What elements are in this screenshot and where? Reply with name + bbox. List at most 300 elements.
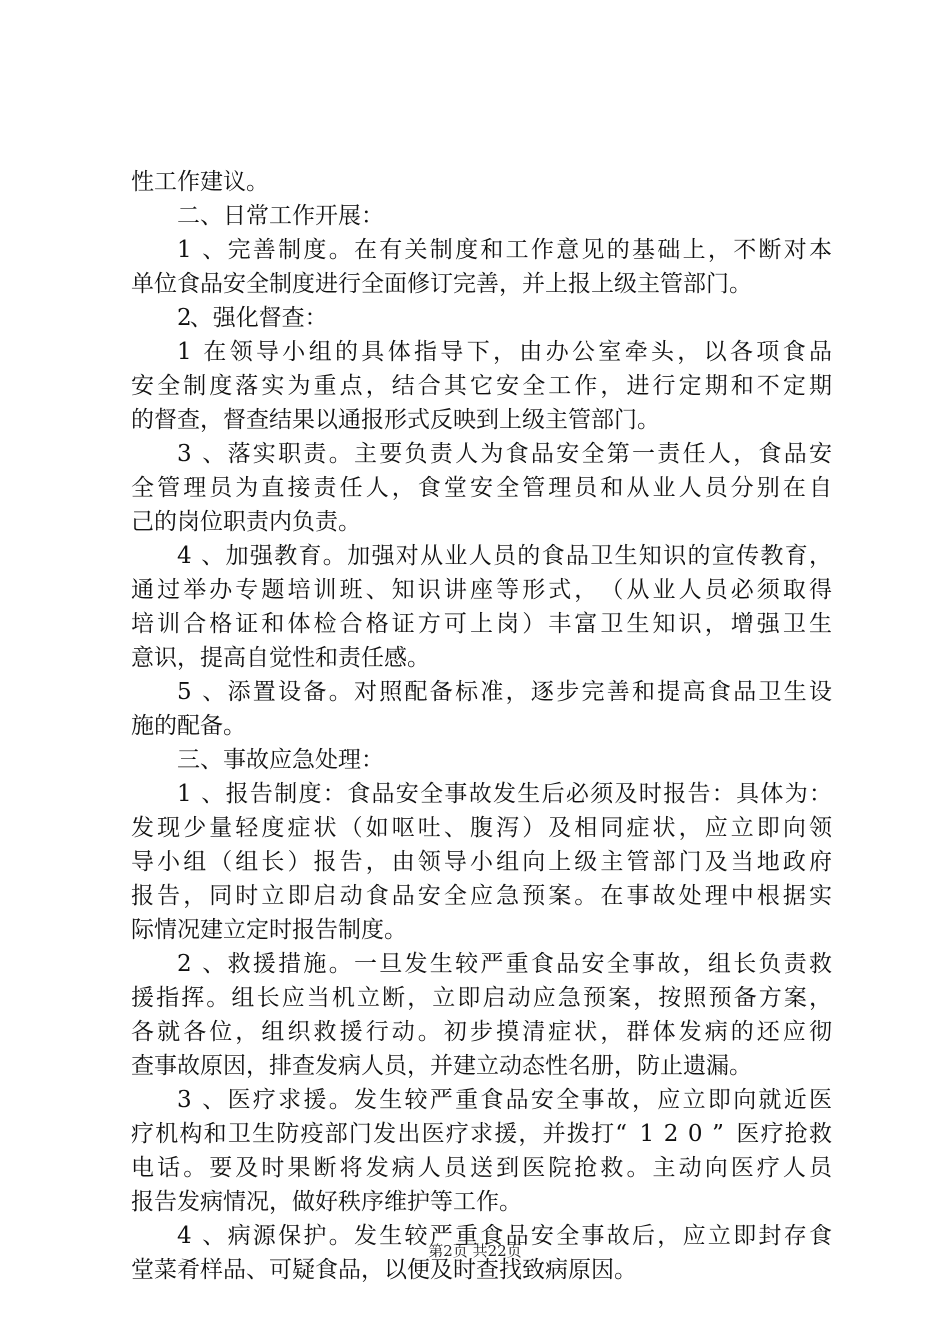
glyph: 关 bbox=[404, 237, 428, 263]
glyph: 生 bbox=[252, 1121, 276, 1147]
glyph: 故 bbox=[652, 883, 676, 909]
glyph: 原 bbox=[568, 1257, 591, 1283]
glyph: 较 bbox=[455, 951, 479, 977]
glyph: 必 bbox=[565, 781, 589, 807]
glyph: 办 bbox=[209, 577, 233, 603]
glyph: 和 bbox=[203, 1121, 227, 1147]
glyph: ） bbox=[287, 849, 311, 875]
glyph: 。 bbox=[328, 441, 352, 467]
glyph: 专 bbox=[235, 577, 259, 603]
glyph: 。 bbox=[637, 407, 660, 433]
glyph: 备 bbox=[733, 985, 757, 1011]
glyph: 抢 bbox=[784, 1121, 808, 1147]
glyph: 根 bbox=[756, 883, 780, 909]
glyph: 安 bbox=[530, 1223, 554, 1249]
glyph: 的 bbox=[154, 509, 177, 535]
glyph: 行 bbox=[652, 373, 676, 399]
glyph: 动 bbox=[678, 1155, 702, 1181]
glyph: 负 bbox=[758, 951, 782, 977]
glyph: 查 bbox=[131, 1053, 154, 1079]
glyph: 并 bbox=[522, 271, 545, 297]
glyph: 立 bbox=[682, 1087, 706, 1113]
glyph: （ bbox=[209, 849, 233, 875]
glyph: 及 bbox=[548, 815, 572, 841]
glyph: 建 bbox=[200, 169, 223, 195]
glyph: 教 bbox=[274, 543, 298, 569]
glyph: 在 bbox=[600, 883, 624, 909]
glyph: 理 bbox=[338, 747, 361, 773]
glyph: 各 bbox=[183, 1019, 207, 1045]
glyph: 品 bbox=[565, 543, 589, 569]
glyph: 电 bbox=[131, 1155, 154, 1181]
glyph: 医 bbox=[809, 1087, 832, 1113]
glyph: 启 bbox=[482, 985, 506, 1011]
glyph: 报 bbox=[313, 849, 337, 875]
glyph: 组 bbox=[235, 849, 259, 875]
glyph: 向 bbox=[733, 1087, 757, 1113]
glyph: 日 bbox=[223, 203, 246, 229]
glyph: 安 bbox=[417, 883, 441, 909]
glyph: 的 bbox=[131, 407, 154, 433]
glyph: 门 bbox=[614, 407, 637, 433]
glyph: 告 bbox=[157, 883, 181, 909]
glyph: 源 bbox=[252, 1223, 276, 1249]
glyph: 彻 bbox=[809, 1019, 832, 1045]
glyph: 配 bbox=[404, 679, 428, 705]
glyph: 存 bbox=[783, 1223, 807, 1249]
glyph: 救 bbox=[313, 1019, 337, 1045]
text-line bbox=[0, 981, 950, 1015]
glyph: 。 bbox=[328, 237, 352, 263]
glyph: 食 bbox=[707, 679, 731, 705]
glyph: 现 bbox=[157, 815, 181, 841]
glyph: 在 bbox=[354, 237, 377, 263]
glyph: 合 bbox=[417, 373, 441, 399]
text-line bbox=[0, 369, 950, 403]
glyph: 为 bbox=[784, 781, 808, 807]
glyph: 漏 bbox=[706, 1053, 729, 1079]
glyph: 员 bbox=[574, 475, 598, 501]
glyph: 作 bbox=[574, 373, 598, 399]
glyph: 结 bbox=[269, 407, 292, 433]
text-line bbox=[0, 1049, 950, 1083]
glyph: 富 bbox=[574, 611, 598, 637]
glyph: 拨 bbox=[566, 1121, 590, 1147]
glyph: 从 bbox=[626, 475, 650, 501]
glyph: 知 bbox=[391, 577, 415, 603]
glyph: 督 bbox=[258, 305, 282, 331]
glyph: 任 bbox=[361, 645, 384, 671]
glyph: 疗 bbox=[131, 1121, 154, 1147]
glyph: 小 bbox=[282, 339, 306, 365]
glyph: 和 bbox=[315, 645, 338, 671]
text-line bbox=[0, 505, 950, 539]
glyph: 、 bbox=[443, 815, 467, 841]
glyph: 理 bbox=[183, 475, 207, 501]
glyph: 卫 bbox=[758, 679, 782, 705]
glyph: 设 bbox=[278, 679, 302, 705]
glyph: 援 bbox=[252, 951, 276, 977]
glyph: 体 bbox=[760, 781, 784, 807]
glyph: 应 bbox=[782, 1019, 806, 1045]
glyph: 医 bbox=[421, 1121, 445, 1147]
glyph: 援 bbox=[339, 1019, 363, 1045]
glyph: 具 bbox=[361, 339, 385, 365]
glyph: 初 bbox=[443, 1019, 467, 1045]
glyph: 室 bbox=[598, 339, 622, 365]
glyph: 宣 bbox=[711, 543, 735, 569]
glyph: 管 bbox=[157, 475, 181, 501]
glyph: 立 bbox=[707, 1223, 731, 1249]
glyph: 护 bbox=[303, 1223, 327, 1249]
glyph: 度 bbox=[298, 781, 322, 807]
glyph: 出 bbox=[397, 1121, 421, 1147]
glyph: 制 bbox=[338, 917, 361, 943]
glyph: 安 bbox=[556, 441, 580, 467]
glyph: ： bbox=[322, 781, 346, 807]
glyph: 品 bbox=[505, 1223, 529, 1249]
glyph: 工 bbox=[269, 203, 292, 229]
glyph: 从 bbox=[420, 543, 444, 569]
glyph: 三 bbox=[177, 747, 200, 773]
glyph: 负 bbox=[292, 509, 315, 535]
glyph: 识 bbox=[678, 611, 702, 637]
glyph: 应 bbox=[281, 985, 305, 1011]
glyph: 相 bbox=[574, 815, 598, 841]
glyph: 人 bbox=[707, 441, 731, 467]
glyph: 二 bbox=[177, 203, 200, 229]
glyph: 断 bbox=[313, 1155, 337, 1181]
glyph: 强 bbox=[371, 543, 395, 569]
glyph: 对 bbox=[354, 679, 377, 705]
glyph: 教 bbox=[760, 543, 784, 569]
glyph: 全 bbox=[420, 781, 444, 807]
glyph: 报 bbox=[361, 407, 384, 433]
text-line bbox=[0, 1151, 950, 1185]
glyph: 级 bbox=[522, 407, 545, 433]
glyph: 状 bbox=[313, 815, 337, 841]
glyph: 领 bbox=[417, 849, 441, 875]
glyph: 反 bbox=[430, 407, 453, 433]
glyph: 作 bbox=[292, 203, 315, 229]
glyph: 食 bbox=[782, 339, 806, 365]
glyph: 预 bbox=[708, 985, 732, 1011]
glyph: 员 bbox=[704, 577, 728, 603]
glyph: 食 bbox=[417, 475, 441, 501]
glyph: 、 bbox=[202, 1223, 226, 1249]
glyph: 行 bbox=[338, 271, 361, 297]
glyph: 。 bbox=[574, 883, 598, 909]
glyph: 病 bbox=[227, 1223, 251, 1249]
glyph: 求 bbox=[278, 1087, 302, 1113]
glyph: 食 bbox=[541, 543, 565, 569]
glyph: 取 bbox=[782, 577, 806, 603]
glyph: 情 bbox=[223, 1189, 246, 1215]
glyph: 食 bbox=[530, 951, 554, 977]
glyph: 便 bbox=[407, 1257, 430, 1283]
glyph: 即 bbox=[733, 1223, 757, 1249]
glyph: 向 bbox=[782, 815, 806, 841]
text-line bbox=[0, 335, 950, 369]
glyph: 抢 bbox=[574, 1155, 598, 1181]
glyph: 方 bbox=[758, 985, 782, 1011]
glyph: 高 bbox=[223, 645, 246, 671]
glyph: 度 bbox=[361, 917, 384, 943]
glyph: 1 bbox=[177, 237, 192, 263]
glyph: 食 bbox=[505, 441, 529, 467]
glyph: 人 bbox=[361, 1053, 384, 1079]
glyph: 体 bbox=[287, 611, 311, 637]
glyph: 食 bbox=[480, 1087, 504, 1113]
glyph: 须 bbox=[756, 577, 780, 603]
text-line bbox=[0, 675, 950, 709]
glyph: 查 bbox=[177, 407, 200, 433]
glyph: ， bbox=[633, 985, 657, 1011]
glyph: 长 bbox=[256, 985, 280, 1011]
glyph: 挥 bbox=[181, 985, 205, 1011]
glyph: 负 bbox=[404, 441, 428, 467]
glyph: 全 bbox=[246, 271, 269, 297]
glyph: 识 bbox=[417, 577, 441, 603]
glyph: 牵 bbox=[624, 339, 648, 365]
glyph: 可 bbox=[269, 1257, 292, 1283]
glyph: 即 bbox=[287, 883, 311, 909]
glyph: ， bbox=[361, 1257, 384, 1283]
glyph: 制 bbox=[269, 271, 292, 297]
glyph: 级 bbox=[574, 849, 598, 875]
glyph: 人 bbox=[455, 441, 479, 467]
glyph: 在 bbox=[203, 339, 227, 365]
glyph: 时 bbox=[235, 883, 259, 909]
glyph: 及 bbox=[704, 849, 728, 875]
glyph: 府 bbox=[809, 849, 832, 875]
glyph: 况 bbox=[177, 917, 200, 943]
glyph: 内 bbox=[269, 509, 292, 535]
glyph: 其 bbox=[443, 373, 467, 399]
glyph: 得 bbox=[809, 577, 832, 603]
text-line bbox=[0, 641, 950, 675]
glyph: 落 bbox=[235, 373, 259, 399]
glyph: 秩 bbox=[338, 1189, 361, 1215]
glyph: 救 bbox=[809, 1121, 832, 1147]
glyph: 职 bbox=[223, 509, 246, 535]
glyph: ， bbox=[493, 339, 516, 365]
glyph: 据 bbox=[782, 883, 806, 909]
glyph: 食 bbox=[347, 781, 371, 807]
glyph: 向 bbox=[704, 1155, 728, 1181]
glyph: 增 bbox=[730, 611, 754, 637]
glyph: 安 bbox=[131, 373, 154, 399]
glyph: 册 bbox=[591, 1053, 614, 1079]
glyph: 。 bbox=[206, 985, 230, 1011]
glyph: 就 bbox=[758, 1087, 782, 1113]
glyph: 意 bbox=[131, 645, 154, 671]
glyph: 疫 bbox=[300, 1121, 324, 1147]
glyph: 格 bbox=[365, 611, 389, 637]
glyph: 话 bbox=[157, 1155, 181, 1181]
glyph: 事 bbox=[632, 951, 655, 977]
glyph: 、 bbox=[202, 237, 226, 263]
glyph: 。 bbox=[384, 917, 407, 943]
glyph: 案 bbox=[783, 985, 807, 1011]
glyph: 就 bbox=[157, 1019, 181, 1045]
glyph: 品 bbox=[338, 1257, 361, 1283]
glyph: 症 bbox=[626, 815, 650, 841]
glyph: ： bbox=[361, 747, 384, 773]
glyph: 善 bbox=[476, 271, 499, 297]
glyph: 高 bbox=[682, 679, 706, 705]
glyph: 告 bbox=[687, 781, 711, 807]
glyph: 组 bbox=[183, 849, 207, 875]
glyph: 工 bbox=[154, 169, 177, 195]
glyph: 体 bbox=[387, 339, 411, 365]
glyph: 照 bbox=[379, 679, 403, 705]
glyph: 上 bbox=[682, 237, 706, 263]
glyph: 标 bbox=[455, 679, 479, 705]
glyph: 同 bbox=[209, 883, 233, 909]
glyph: 立 bbox=[261, 883, 285, 909]
glyph: 督 bbox=[154, 407, 177, 433]
glyph: 发 bbox=[315, 1053, 338, 1079]
glyph: 主 bbox=[652, 1155, 676, 1181]
glyph: 门 bbox=[678, 849, 702, 875]
glyph: ， bbox=[505, 679, 529, 705]
glyph: 织 bbox=[287, 1019, 311, 1045]
glyph: 5 bbox=[177, 679, 192, 705]
glyph: 检 bbox=[313, 611, 337, 637]
glyph: 应 bbox=[269, 747, 292, 773]
glyph: 性 bbox=[292, 645, 315, 671]
glyph: 性 bbox=[545, 1053, 568, 1079]
glyph: 合 bbox=[183, 611, 207, 637]
glyph: 摸 bbox=[496, 1019, 520, 1045]
glyph: 发 bbox=[354, 1087, 377, 1113]
glyph: 和 bbox=[600, 475, 624, 501]
glyph: 0 bbox=[687, 1121, 703, 1147]
glyph: 重 bbox=[455, 1087, 479, 1113]
glyph: 全 bbox=[581, 441, 605, 467]
glyph: ， bbox=[365, 373, 389, 399]
glyph: 肴 bbox=[177, 1257, 200, 1283]
glyph: 责 bbox=[338, 645, 361, 671]
glyph: 。 bbox=[626, 1155, 650, 1181]
text-line bbox=[0, 471, 950, 505]
glyph: ， bbox=[678, 815, 702, 841]
glyph: 、 bbox=[202, 679, 226, 705]
glyph: 责 bbox=[313, 475, 337, 501]
glyph: 上 bbox=[591, 271, 614, 297]
glyph: ， bbox=[600, 373, 624, 399]
glyph: 。 bbox=[729, 1053, 752, 1079]
glyph: 期 bbox=[704, 373, 728, 399]
glyph: ， bbox=[632, 1087, 655, 1113]
glyph: 提 bbox=[657, 679, 681, 705]
text-line bbox=[0, 845, 950, 879]
glyph: 全 bbox=[556, 1087, 580, 1113]
glyph: 严 bbox=[480, 951, 504, 977]
glyph: 疗 bbox=[252, 1087, 276, 1113]
glyph: 应 bbox=[657, 1087, 681, 1113]
glyph: 维 bbox=[384, 1189, 407, 1215]
glyph: 置 bbox=[252, 679, 276, 705]
glyph: 从 bbox=[626, 577, 650, 603]
glyph: 班 bbox=[339, 577, 363, 603]
glyph: 预 bbox=[522, 883, 546, 909]
glyph: 形 bbox=[522, 577, 546, 603]
glyph: ， bbox=[677, 339, 701, 365]
glyph: 告 bbox=[315, 917, 338, 943]
glyph: 指 bbox=[156, 985, 180, 1011]
glyph: 映 bbox=[453, 407, 476, 433]
glyph: 头 bbox=[651, 339, 674, 365]
glyph: 全 bbox=[522, 373, 546, 399]
glyph: 安 bbox=[809, 441, 832, 467]
glyph: 遗 bbox=[683, 1053, 706, 1079]
glyph: 直 bbox=[261, 475, 285, 501]
glyph: ， bbox=[246, 1053, 269, 1079]
glyph: 因 bbox=[223, 1053, 246, 1079]
text-line bbox=[0, 1117, 950, 1151]
glyph: 在 bbox=[782, 475, 806, 501]
glyph: 急 bbox=[292, 747, 315, 773]
glyph: 安 bbox=[223, 271, 246, 297]
glyph: 止 bbox=[660, 1053, 683, 1079]
glyph: 传 bbox=[736, 543, 760, 569]
glyph: 事 bbox=[581, 1087, 605, 1113]
glyph: 主 bbox=[637, 271, 660, 297]
glyph: 发 bbox=[131, 815, 154, 841]
glyph: 故 bbox=[606, 1087, 630, 1113]
glyph: 各 bbox=[730, 339, 753, 365]
glyph: 防 bbox=[276, 1121, 300, 1147]
glyph: 工 bbox=[453, 1189, 476, 1215]
glyph: 下 bbox=[466, 339, 490, 365]
text-line bbox=[0, 199, 950, 233]
glyph: 员 bbox=[443, 1155, 467, 1181]
glyph: 安 bbox=[581, 951, 605, 977]
glyph: ， bbox=[183, 883, 207, 909]
glyph: 病 bbox=[704, 1019, 728, 1045]
glyph: 完 bbox=[581, 679, 605, 705]
glyph: 和 bbox=[261, 611, 285, 637]
glyph: 、 bbox=[201, 781, 225, 807]
glyph: ： bbox=[361, 203, 384, 229]
glyph: 化 bbox=[235, 305, 259, 331]
glyph: 小 bbox=[157, 849, 181, 875]
glyph: 机 bbox=[331, 985, 355, 1011]
glyph: 。 bbox=[322, 543, 346, 569]
glyph: 。 bbox=[246, 169, 269, 195]
text-line bbox=[0, 165, 950, 199]
glyph: 泻 bbox=[496, 815, 520, 841]
glyph: 动 bbox=[499, 1053, 522, 1079]
glyph: 制 bbox=[429, 237, 453, 263]
glyph: 。 bbox=[183, 1155, 207, 1181]
glyph: 完 bbox=[453, 271, 476, 297]
glyph: 准 bbox=[480, 679, 504, 705]
glyph: 全 bbox=[157, 373, 181, 399]
glyph: 自 bbox=[246, 645, 269, 671]
glyph: 医 bbox=[730, 1155, 754, 1181]
glyph: 援 bbox=[494, 1121, 518, 1147]
glyph: 度 bbox=[455, 237, 479, 263]
glyph: 备 bbox=[303, 679, 327, 705]
glyph: 。 bbox=[407, 645, 430, 671]
glyph: 查 bbox=[246, 407, 269, 433]
glyph: 员 bbox=[384, 1053, 407, 1079]
glyph: 要 bbox=[379, 441, 403, 467]
glyph: 任 bbox=[339, 475, 363, 501]
